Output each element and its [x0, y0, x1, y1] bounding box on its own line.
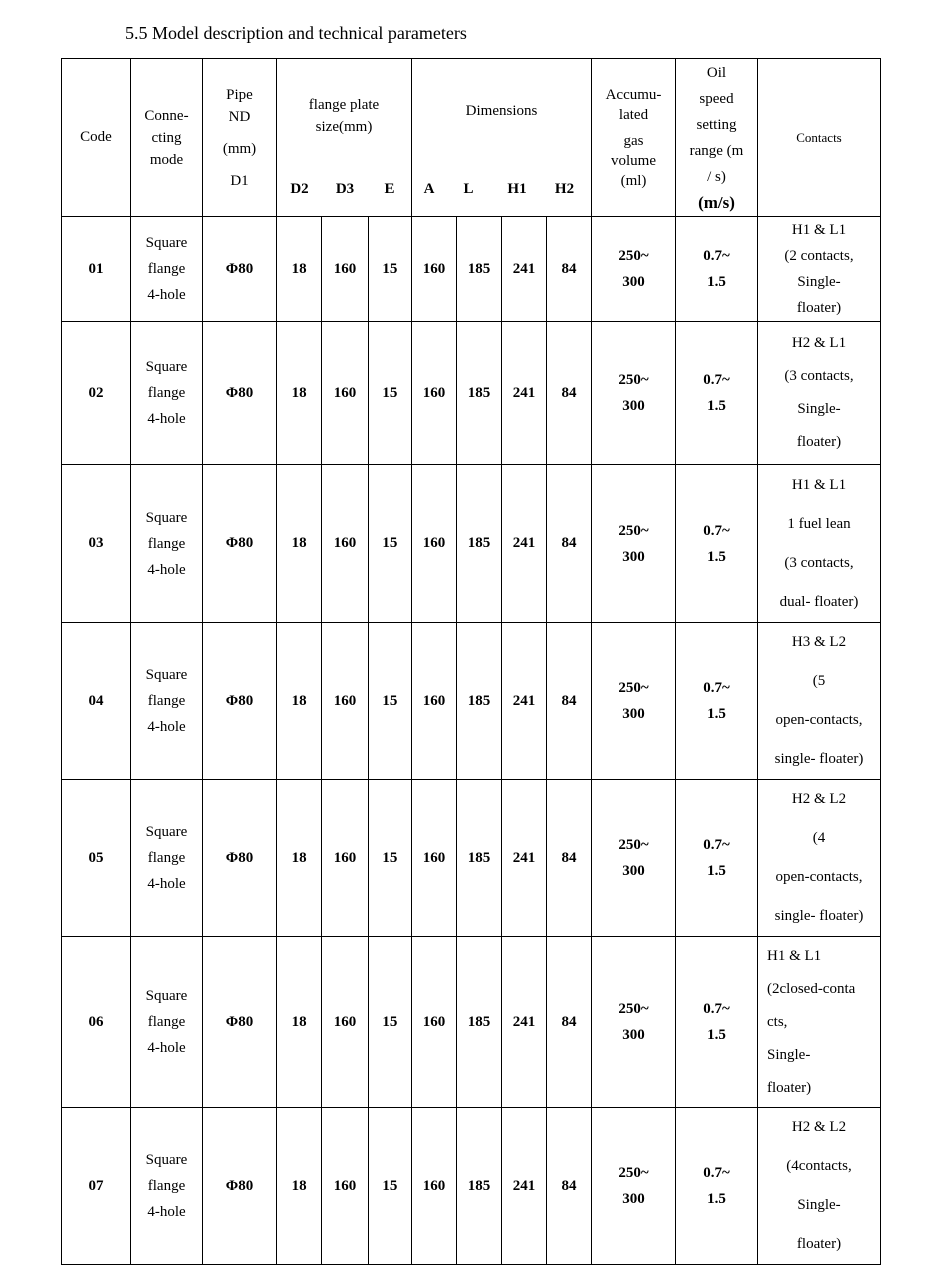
cell-oil-speed: 0.7~ 1.5: [676, 937, 758, 1108]
cell-h1: 241: [502, 465, 547, 623]
cell-h1: 241: [502, 322, 547, 465]
cell-a: 160: [412, 217, 457, 322]
cell-e: 15: [368, 780, 411, 937]
header-flange-plate: flange plate size(mm) D2 D3 E: [277, 59, 412, 217]
cell-d3: 160: [322, 780, 368, 937]
cell-d1: Φ80: [203, 780, 277, 937]
header-d2: D2: [290, 180, 309, 197]
cell-h2: 84: [547, 322, 592, 465]
cell-connecting-mode: Square flange 4-hole: [131, 623, 203, 780]
cell-connecting-mode: Square flange 4-hole: [131, 1108, 203, 1265]
cell-d1: Φ80: [203, 1108, 277, 1265]
cell-oil-speed: 0.7~ 1.5: [676, 465, 758, 623]
cell-h1: 241: [502, 937, 547, 1108]
cell-h1: 241: [502, 217, 547, 322]
cell-gas-volume: 250~ 300: [592, 1108, 676, 1265]
table-row: [62, 217, 881, 322]
cell-contacts: H2 & L1 (3 contacts, Single- floater): [758, 322, 881, 465]
cell-d1: Φ80: [203, 322, 277, 465]
cell-h2: 84: [547, 623, 592, 780]
cell-d1: Φ80: [203, 217, 277, 322]
table-row: [62, 780, 881, 937]
cell-e: 15: [368, 937, 411, 1108]
header-accumulated-gas: Accumu- lated gas volume (ml): [592, 59, 676, 217]
cell-e: 15: [368, 322, 411, 465]
header-d3: D3: [335, 180, 355, 197]
cell-contacts: H1 & L1 (2 contacts, Single- floater): [758, 217, 881, 322]
header-h2: H2: [554, 180, 575, 197]
cell-l: 185: [457, 217, 502, 322]
header-h1: H1: [507, 180, 527, 197]
cell-d2: 18: [277, 1108, 322, 1265]
table-row: [62, 937, 881, 1108]
cell-h2: 84: [547, 937, 592, 1108]
cell-l: 185: [457, 780, 502, 937]
cell-a: 160: [412, 465, 457, 623]
cell-code: 07: [62, 1108, 131, 1265]
cell-h2: 84: [547, 1108, 592, 1265]
cell-gas-volume: 250~ 300: [592, 322, 676, 465]
cell-d3: 160: [322, 465, 368, 623]
cell-contacts: H1 & L1 (2closed-conta cts, Single- floater): [758, 937, 881, 1108]
cell-d1: Φ80: [203, 937, 277, 1108]
cell-e: 15: [368, 465, 411, 623]
cell-contacts: H2 & L2 (4 open-contacts, single- floater): [758, 780, 881, 937]
cell-d1: Φ80: [203, 623, 277, 780]
cell-connecting-mode: Square flange 4-hole: [131, 465, 203, 623]
cell-gas-volume: 250~ 300: [592, 217, 676, 322]
cell-l: 185: [457, 1108, 502, 1265]
cell-gas-volume: 250~ 300: [592, 465, 676, 623]
cell-a: 160: [412, 623, 457, 780]
cell-connecting-mode: Square flange 4-hole: [131, 217, 203, 322]
header-row: [62, 59, 881, 217]
header-code: Code: [62, 59, 131, 217]
header-connecting-mode: Conne- cting mode: [131, 59, 203, 217]
cell-d2: 18: [277, 780, 322, 937]
cell-a: 160: [412, 937, 457, 1108]
header-dimensions: Dimensions A L H1 H2: [412, 59, 592, 217]
cell-d2: 18: [277, 937, 322, 1108]
cell-h1: 241: [502, 1108, 547, 1265]
header-e: E: [384, 180, 395, 197]
cell-code: 05: [62, 780, 131, 937]
cell-a: 160: [412, 780, 457, 937]
cell-gas-volume: 250~ 300: [592, 623, 676, 780]
cell-d2: 18: [277, 322, 322, 465]
cell-h2: 84: [547, 465, 592, 623]
cell-connecting-mode: Square flange 4-hole: [131, 780, 203, 937]
cell-h1: 241: [502, 623, 547, 780]
cell-oil-speed: 0.7~ 1.5: [676, 217, 758, 322]
header-pipe-nd: Pipe ND (mm) D1: [203, 59, 277, 217]
cell-connecting-mode: Square flange 4-hole: [131, 322, 203, 465]
page-title: 5.5 Model description and technical parameters: [125, 23, 467, 43]
cell-contacts: H1 & L1 1 fuel lean (3 contacts, dual- floater): [758, 465, 881, 623]
cell-h2: 84: [547, 780, 592, 937]
cell-d2: 18: [277, 465, 322, 623]
cell-code: 01: [62, 217, 131, 322]
cell-a: 160: [412, 322, 457, 465]
cell-oil-speed: 0.7~ 1.5: [676, 322, 758, 465]
cell-d3: 160: [322, 322, 368, 465]
cell-l: 185: [457, 937, 502, 1108]
cell-contacts: H2 & L2 (4contacts, Single- floater): [758, 1108, 881, 1265]
header-oil-speed: Oil speed setting range (m / s) (m/s): [676, 59, 758, 217]
cell-a: 160: [412, 1108, 457, 1265]
cell-d3: 160: [322, 623, 368, 780]
cell-h1: 241: [502, 780, 547, 937]
cell-d3: 160: [322, 217, 368, 322]
table-row: [62, 322, 881, 465]
cell-e: 15: [368, 1108, 411, 1265]
cell-connecting-mode: Square flange 4-hole: [131, 937, 203, 1108]
table-row: [62, 465, 881, 623]
header-a: A: [423, 180, 435, 197]
cell-e: 15: [368, 623, 411, 780]
cell-oil-speed: 0.7~ 1.5: [676, 780, 758, 937]
cell-code: 03: [62, 465, 131, 623]
cell-l: 185: [457, 322, 502, 465]
cell-gas-volume: 250~ 300: [592, 780, 676, 937]
cell-oil-speed: 0.7~ 1.5: [676, 623, 758, 780]
header-contacts: Contacts: [758, 59, 881, 217]
cell-code: 02: [62, 322, 131, 465]
cell-e: 15: [368, 217, 411, 322]
table-row: [62, 1108, 881, 1265]
cell-h2: 84: [547, 217, 592, 322]
cell-d3: 160: [322, 1108, 368, 1265]
header-l: L: [463, 180, 474, 197]
cell-d2: 18: [277, 217, 322, 322]
cell-d3: 160: [322, 937, 368, 1108]
table-row: [62, 623, 881, 780]
cell-d1: Φ80: [203, 465, 277, 623]
cell-gas-volume: 250~ 300: [592, 937, 676, 1108]
cell-code: 04: [62, 623, 131, 780]
cell-d2: 18: [277, 623, 322, 780]
technical-parameters-table: [61, 58, 881, 1265]
cell-oil-speed: 0.7~ 1.5: [676, 1108, 758, 1265]
cell-l: 185: [457, 465, 502, 623]
cell-l: 185: [457, 623, 502, 780]
cell-contacts: H3 & L2 (5 open-contacts, single- floater): [758, 623, 881, 780]
cell-code: 06: [62, 937, 131, 1108]
